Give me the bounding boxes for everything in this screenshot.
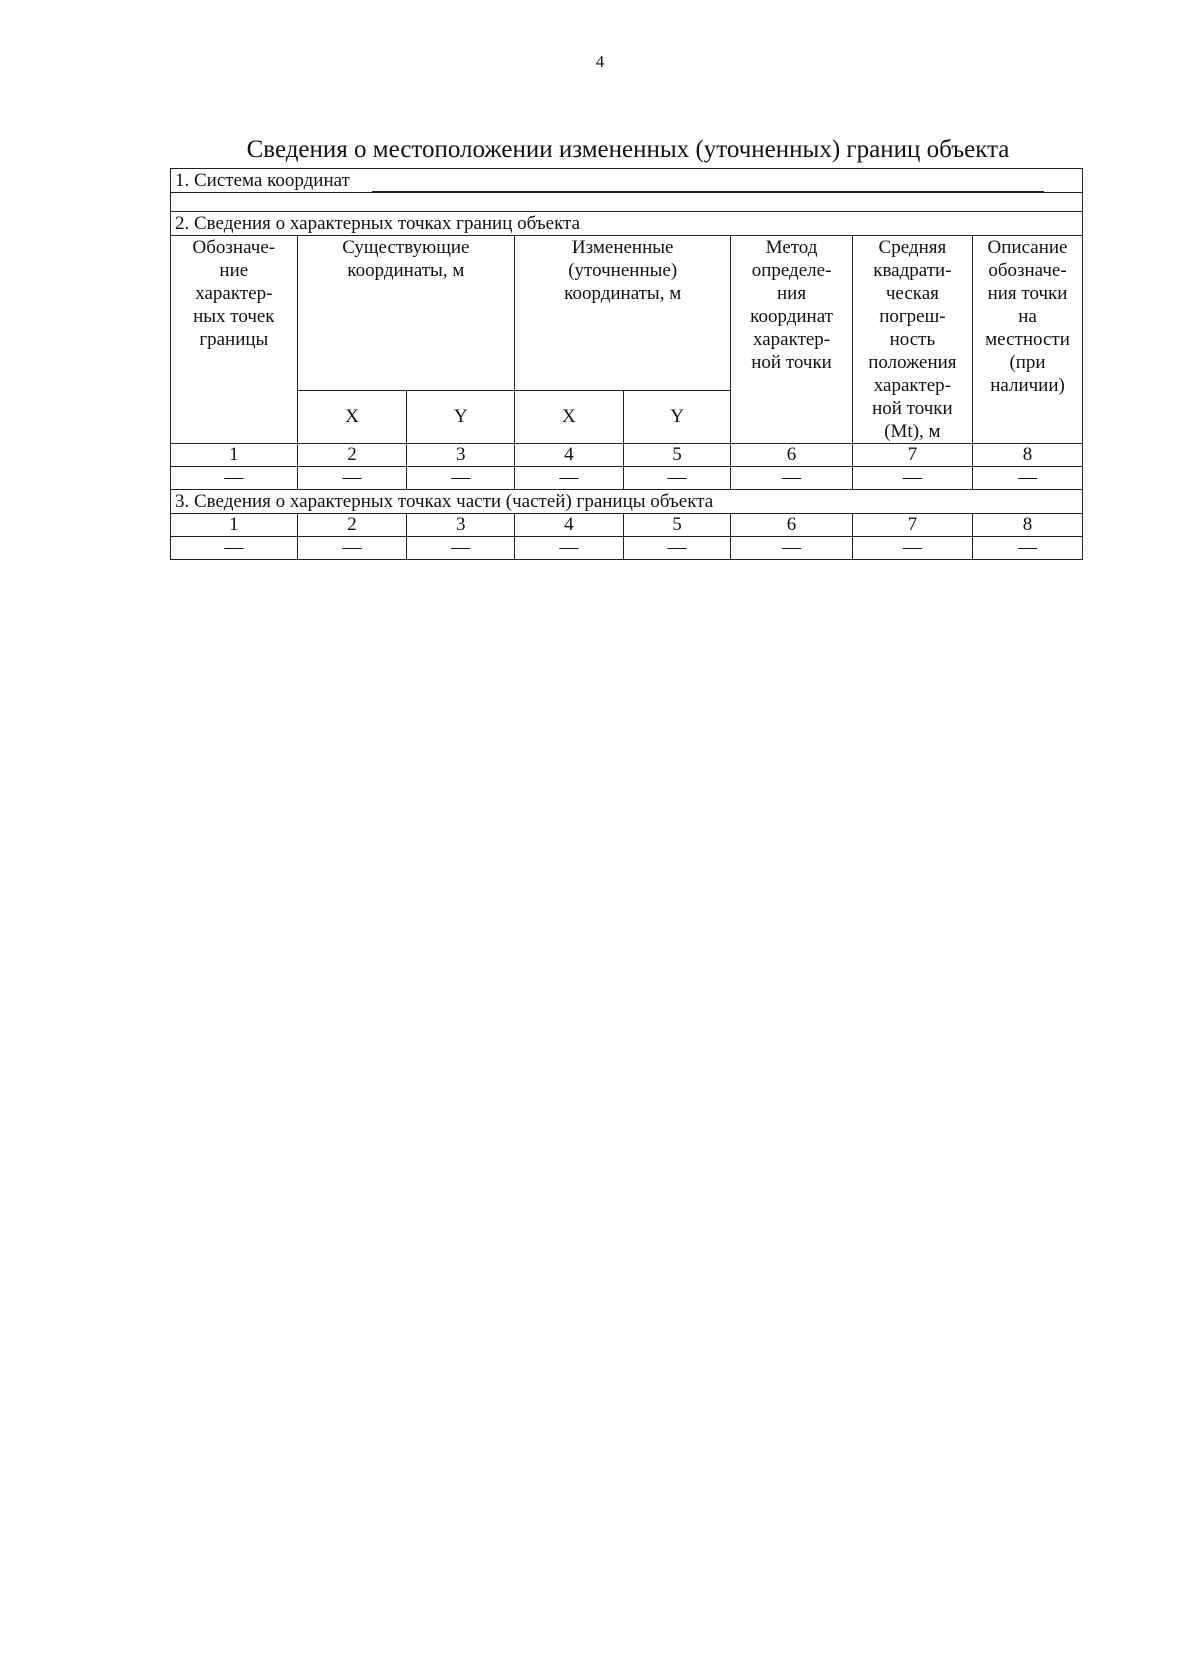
column-number: 2	[297, 444, 407, 467]
spacer-cell	[171, 193, 1083, 212]
column-number: 3	[407, 444, 515, 467]
table-cell: —	[973, 467, 1083, 490]
document-title: Сведения о местоположении измененных (уточненных) границ объекта	[246, 136, 1010, 163]
section3-heading: 3. Сведения о характерных точках части (частей) границы объекта	[171, 490, 1083, 514]
table-cell: —	[623, 537, 731, 560]
table-cell: —	[731, 537, 852, 560]
coordinate-system-cell	[171, 169, 1083, 193]
table-cell: —	[297, 537, 407, 560]
column-number: 5	[623, 444, 731, 467]
section2-heading: 2. Сведения о характерных точках границ объекта	[171, 212, 1083, 236]
table-cell: —	[852, 537, 972, 560]
table-cell: —	[852, 467, 972, 490]
spacer-row	[171, 193, 1083, 212]
coordinate-system-label: 1. Система координат	[175, 170, 350, 191]
section2-heading-row	[171, 212, 1083, 236]
column-number: 3	[407, 514, 515, 537]
table-cell: —	[407, 537, 515, 560]
column-number: 6	[731, 514, 852, 537]
coordinate-system-row	[171, 169, 1083, 193]
column-number: 8	[973, 444, 1083, 467]
table-cell: —	[297, 467, 407, 490]
section3-column-numbers-row	[171, 514, 1083, 537]
header-existing-y: Y	[407, 390, 515, 443]
column-number: 8	[973, 514, 1083, 537]
column-number: 6	[731, 444, 852, 467]
column-number: 5	[623, 514, 731, 537]
page-number: 4	[595, 52, 605, 71]
header-changed-coordinates: Измененные (уточненные) координаты, м	[515, 236, 731, 391]
table-cell: —	[171, 537, 298, 560]
table-cell: —	[407, 467, 515, 490]
section3-data-row	[171, 537, 1083, 560]
table-cell: —	[171, 467, 298, 490]
header-row-top	[171, 236, 1083, 391]
table-cell: —	[731, 467, 852, 490]
column-number: 4	[515, 444, 624, 467]
column-number: 7	[852, 514, 972, 537]
coordinate-system-blank-line	[372, 174, 1044, 192]
header-method: Метод определе- ния координат характер- ной точки	[731, 236, 852, 444]
column-number: 1	[171, 514, 298, 537]
boundary-info-table	[170, 168, 1083, 560]
column-number: 2	[297, 514, 407, 537]
column-number: 1	[171, 444, 298, 467]
header-existing-coordinates: Существующие координаты, м	[297, 236, 514, 391]
column-number: 4	[515, 514, 624, 537]
table-cell: —	[515, 537, 624, 560]
header-changed-y: Y	[623, 390, 731, 443]
header-existing-x: X	[297, 390, 407, 443]
column-number: 7	[852, 444, 972, 467]
header-mean-error: Средняя квадрати- ческая погреш- ность положения характер- ной точки (Mt), м	[852, 236, 972, 444]
section2-data-row	[171, 467, 1083, 490]
table-cell: —	[973, 537, 1083, 560]
header-designation: Обозначе- ние характер- ных точек границы	[171, 236, 298, 444]
section2-column-numbers-row	[171, 444, 1083, 467]
table-cell: —	[623, 467, 731, 490]
section3-heading-row	[171, 490, 1083, 514]
table-cell: —	[515, 467, 624, 490]
header-changed-x: X	[515, 390, 624, 443]
header-description: Описание обозначе- ния точки на местности (при наличии)	[973, 236, 1083, 444]
